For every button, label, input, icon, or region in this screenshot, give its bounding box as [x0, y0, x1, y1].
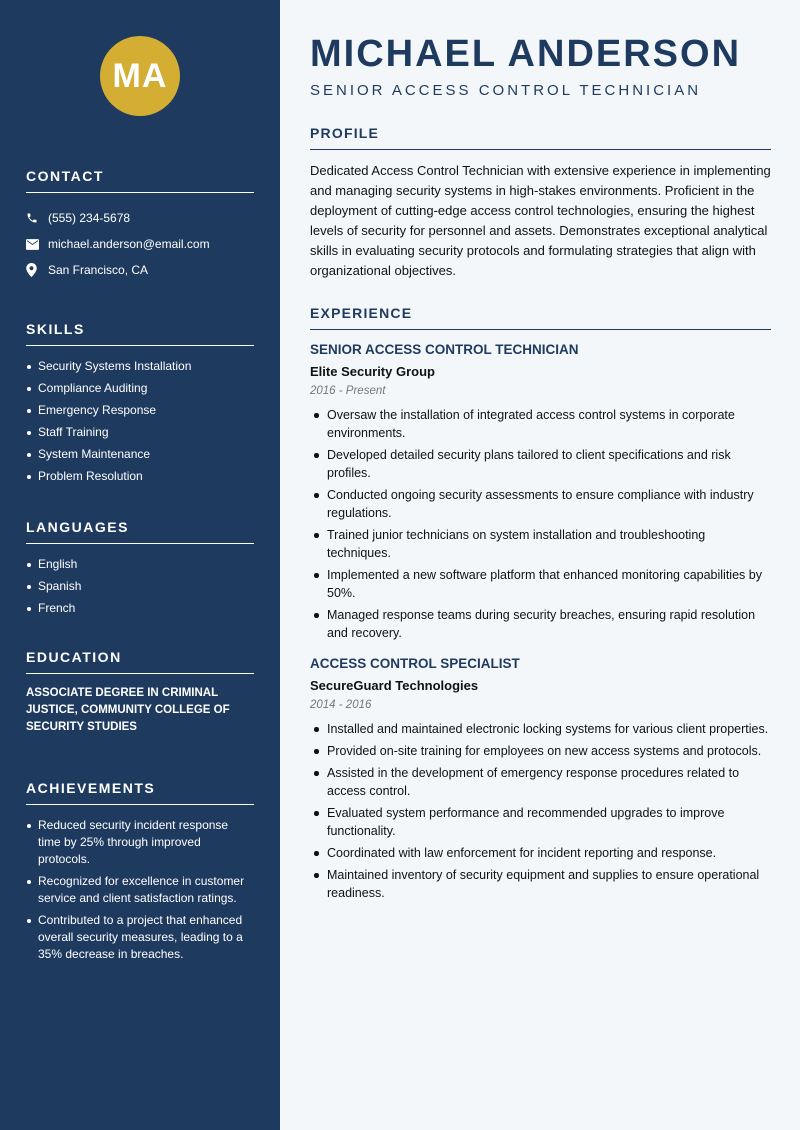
skills-heading: SKILLS	[26, 321, 254, 346]
skill-item: Compliance Auditing	[26, 380, 254, 397]
profile-heading: PROFILE	[310, 125, 771, 150]
job-bullet: Developed detailed security plans tailored to client specifications and risk profiles.	[310, 446, 771, 482]
language-item: Spanish	[26, 578, 254, 595]
contact-section	[26, 168, 254, 283]
job-bullet: Conducted ongoing security assessments to ensure compliance with industry regulations.	[310, 486, 771, 522]
achievement-item: Contributed to a project that enhanced overall security measures, leading to a 35% decrease in breaches.	[26, 912, 254, 963]
job-dates: 2016 - Present	[310, 385, 386, 397]
job-entry	[310, 656, 771, 902]
skill-item: Security Systems Installation	[26, 358, 254, 375]
job-bullet: Oversaw the installation of integrated access control systems in corporate environments.	[310, 406, 771, 442]
education-heading: EDUCATION	[26, 649, 254, 674]
contact-phone	[26, 205, 254, 231]
main-content	[280, 0, 800, 1130]
experience-section	[310, 305, 771, 902]
skill-item: Staff Training	[26, 424, 254, 441]
job-company: Elite Security Group	[310, 364, 435, 379]
achievements-section	[26, 780, 254, 963]
job-bullet: Managed response teams during security breaches, ensuring rapid resolution and recovery.	[310, 606, 771, 642]
skill-item: Emergency Response	[26, 402, 254, 419]
contact-location	[26, 257, 254, 283]
job-bullets	[310, 406, 771, 642]
avatar-initials: MA	[112, 56, 168, 95]
candidate-name: MICHAEL ANDERSON	[310, 33, 742, 75]
profile-text: Dedicated Access Control Technician with extensive experience in implementing and managing security systems in high-stakes environments. Proficient in the deployment of cutting-edge access control technologies, ensuring the highest levels of security for personnel and assets. Demonstrates exceptional analytical skills in evaluating security protocols and formulating strategies that align with organizational objectives.	[310, 163, 771, 278]
education-section	[26, 649, 254, 736]
contact-phone-text: (555) 234-5678	[48, 211, 131, 225]
skills-section	[26, 321, 254, 485]
achievements-list	[26, 817, 254, 963]
education-degree: ASSOCIATE DEGREE IN CRIMINAL JUSTICE, COMMUNITY COLLEGE OF SECURITY STUDIES	[26, 687, 230, 733]
languages-heading: LANGUAGES	[26, 519, 254, 544]
language-item: English	[26, 556, 254, 573]
contact-list	[26, 205, 254, 283]
profile-section	[310, 125, 771, 281]
job-bullet: Assisted in the development of emergency response procedures related to access control.	[310, 764, 771, 800]
achievement-item: Reduced security incident response time by 25% through improved protocols.	[26, 817, 254, 868]
job-entry	[310, 342, 771, 642]
language-item: French	[26, 600, 254, 617]
job-bullet: Provided on-site training for employees on new access systems and protocols.	[310, 742, 771, 760]
phone-icon	[26, 212, 48, 224]
achievement-item: Recognized for excellence in customer service and client satisfaction ratings.	[26, 873, 254, 907]
location-pin-icon	[26, 263, 48, 277]
job-bullet: Evaluated system performance and recommended upgrades to improve functionality.	[310, 804, 771, 840]
job-title: SENIOR ACCESS CONTROL TECHNICIAN	[310, 342, 579, 357]
job-dates: 2014 - 2016	[310, 699, 372, 711]
job-bullet: Maintained inventory of security equipment and supplies to ensure operational readiness.	[310, 866, 771, 902]
mail-icon	[26, 239, 48, 250]
sidebar	[0, 0, 280, 1130]
contact-email-text: michael.anderson@email.com	[48, 237, 210, 251]
skills-list	[26, 358, 254, 485]
contact-email	[26, 231, 254, 257]
languages-list	[26, 556, 254, 617]
skill-item: System Maintenance	[26, 446, 254, 463]
experience-heading: EXPERIENCE	[310, 305, 771, 330]
job-bullet: Installed and maintained electronic locking systems for various client properties.	[310, 720, 771, 738]
achievements-heading: ACHIEVEMENTS	[26, 780, 254, 805]
job-bullet: Trained junior technicians on system installation and troubleshooting techniques.	[310, 526, 771, 562]
contact-location-text: San Francisco, CA	[48, 263, 149, 277]
job-bullet: Coordinated with law enforcement for incident reporting and response.	[310, 844, 771, 862]
contact-heading: CONTACT	[26, 168, 254, 193]
job-company: SecureGuard Technologies	[310, 678, 479, 693]
job-title: ACCESS CONTROL SPECIALIST	[310, 656, 520, 671]
job-bullet: Implemented a new software platform that enhanced monitoring capabilities by 50%.	[310, 566, 771, 602]
candidate-title: SENIOR ACCESS CONTROL TECHNICIAN	[310, 82, 702, 99]
languages-section	[26, 519, 254, 617]
skill-item: Problem Resolution	[26, 468, 254, 485]
job-bullets	[310, 720, 771, 902]
avatar	[100, 36, 180, 116]
